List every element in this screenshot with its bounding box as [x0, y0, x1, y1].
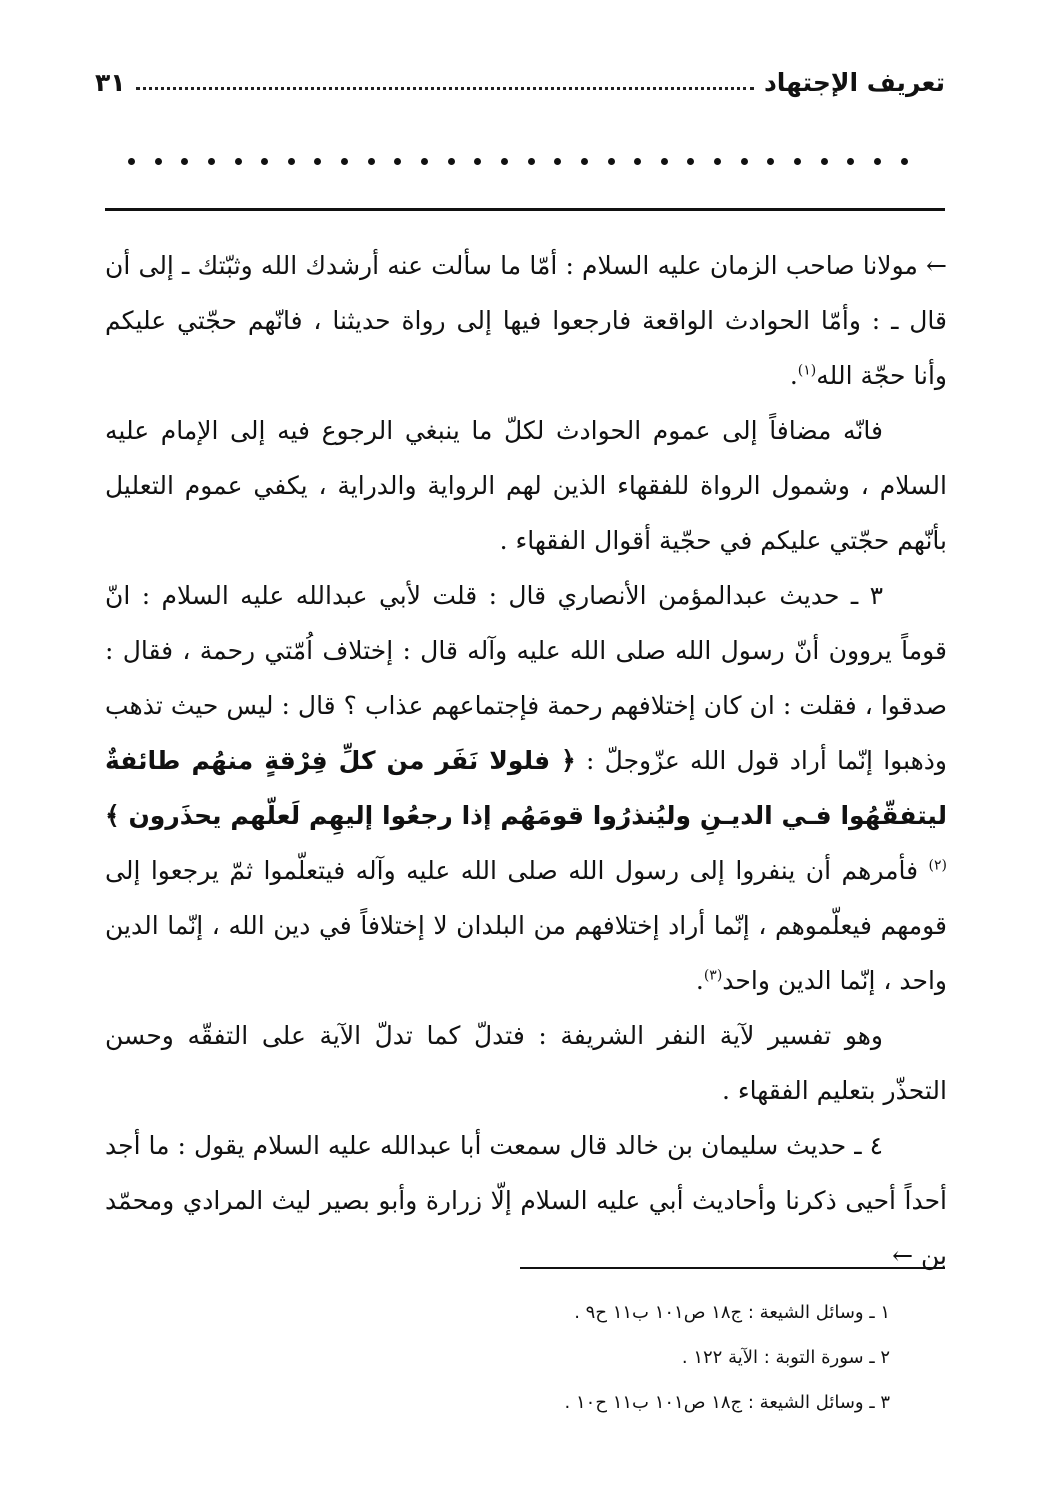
footnote-ref: (١) — [797, 362, 817, 379]
footnote-ref: (٣) — [703, 967, 723, 984]
page-header — [95, 62, 945, 102]
quran-verse: ﴿ فلولا نَفَر من كلِّ فِرْقةٍ منهُم طائفةٌ ليتفقّهُوا فـي الديـنِ وليُنذرُوا قومَهُم إذا رجعُوا إليهِم لَعلّهم يحذَرون ﴾ — [105, 746, 947, 830]
footnote: ١ ـ وسائل الشيعة : ج١٨ ص١٠١ ب١١ ح٩ . — [574, 1302, 890, 1323]
page-number: ٣١ — [95, 67, 126, 97]
main-text — [105, 238, 947, 1283]
header-rule — [105, 208, 945, 211]
paragraph: فانّه مضافاً إلى عموم الحوادث لكلّ ما ينبغي الرجوع فيه إلى الإمام عليه السلام ، وشمول الرواة للفقهاء الذين لهم الرواية والدراية ، يكفي عموم التعليل بأنّهم حجّتي عليكم في حجّية أقوال الفقهاء . — [105, 416, 947, 555]
running-title: تعريف الإجتهاد — [763, 67, 945, 97]
footnote: ٢ ـ سورة التوبة : الآية ١٢٢ . — [681, 1347, 890, 1368]
paragraph: وهو تفسير لآية النفر الشريفة : فتدلّ كما تدلّ الآية على التفقّه وحسن التحذّر بتعليم الفقهاء . — [105, 1021, 947, 1105]
dot-leader — [136, 87, 754, 90]
footnote: ٣ ـ وسائل الشيعة : ج١٨ ص١٠١ ب١١ ح١٠ . — [564, 1392, 890, 1413]
paragraph: ٣ ـ حديث عبدالمؤمن الأنصاري قال : قلت لأبي عبدالله عليه السلام : انّ قوماً يروون أنّ رسول الله صلى الله عليه وآله قال : إختلاف اُمّتي رحمة ، فقال : صدقوا ، فقلت : ان كان إختلافهم رحمة فإجتماعهم عذاب ؟ قال : ليس حيث تذهب وذهبوا إنّما أراد قول الله عزّوجلّ : ﴿ فلولا نَفَر من كلِّ فِرْقةٍ منهُم طائفةٌ ليتفقّهُوا فـي الديـنِ وليُنذرُوا قومَهُم إذا رجعُوا إليهِم لَعلّهم يحذَرون ﴾$^{(٢)}$ فأمرهم أن ينفروا إلى رسول الله صلى الله عليه وآله فيتعلّموا ثمّ يرجعوا إلى قومهم فيعلّموهم ، إنّما أراد إختلافهم من البلدان لا إختلافاً في دين الله ، إنّما الدين واحد ، إنّما الدين واحد$^{(٣)}$. — [105, 581, 948, 995]
paragraph: ← مولانا صاحب الزمان عليه السلام : أمّا ما سألت عنه أرشدك الله وثبّتك ـ إلى أن قال ـ : وأمّا الحوادث الواقعة فارجعوا فيها إلى رواة حديثنا ، فانّهم حجّتي عليكم وأنا حجّة الله$^{(١)}$. — [105, 251, 947, 390]
dot-separator — [128, 158, 908, 165]
footnotes — [400, 1290, 890, 1425]
footnote-ref: (٢) — [928, 857, 948, 874]
paragraph: ٤ ـ حديث سليمان بن خالد قال سمعت أبا عبدالله عليه السلام يقول : ما أجد أحداً أحيى ذكرنا وأحاديث أبي عليه السلام إلّا زرارة وأبو بصير ليث المرادي ومحمّد بن ← — [105, 1131, 947, 1270]
footnote-rule — [520, 1267, 945, 1269]
